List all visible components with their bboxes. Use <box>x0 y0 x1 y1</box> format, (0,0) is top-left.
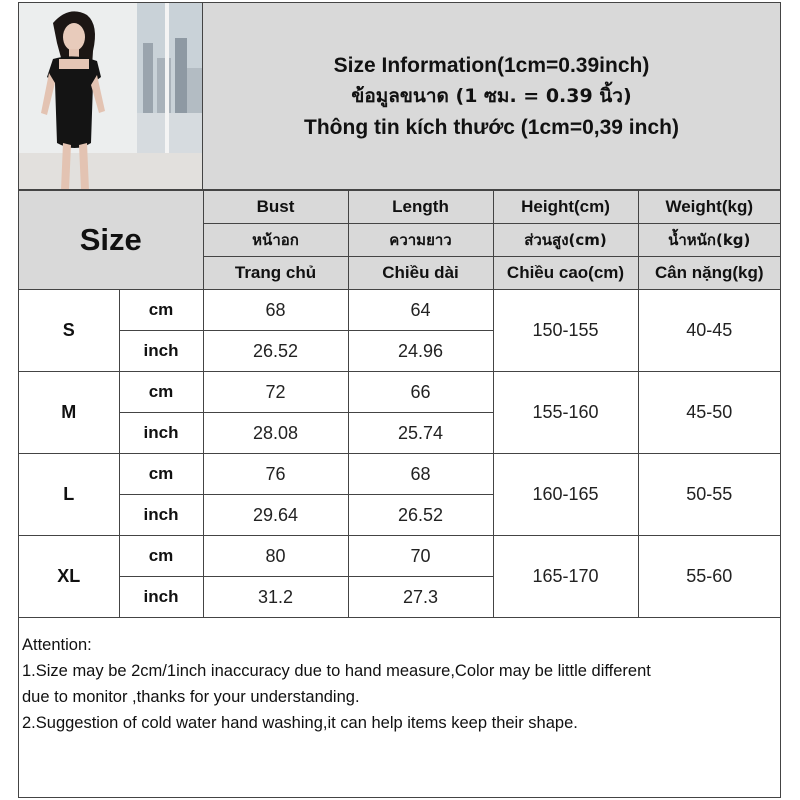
col-weight-vi: Cân nặng(kg) <box>638 257 780 290</box>
unit-inch: inch <box>119 495 203 536</box>
bust-cm: 68 <box>203 290 348 331</box>
bust-inch: 29.64 <box>203 495 348 536</box>
unit-inch: inch <box>119 577 203 618</box>
col-length-en: Length <box>348 191 493 224</box>
length-inch: 26.52 <box>348 495 493 536</box>
size-chart-sheet <box>18 2 781 798</box>
unit-cm: cm <box>119 372 203 413</box>
model-image <box>19 3 203 190</box>
length-cm: 68 <box>348 454 493 495</box>
table-row <box>19 372 780 413</box>
height-range: 160-165 <box>493 454 638 536</box>
attention-title: Attention: <box>22 636 92 654</box>
weight-range: 40-45 <box>638 290 780 372</box>
length-inch: 27.3 <box>348 577 493 618</box>
note-line-1-cont: due to monitor ,thanks for your understanding. <box>22 688 360 706</box>
col-bust-th: หน้าอก <box>203 224 348 257</box>
col-weight-th: น้ำหนัก(kg) <box>638 224 780 257</box>
weight-range: 50-55 <box>638 454 780 536</box>
length-inch: 24.96 <box>348 331 493 372</box>
bust-cm: 76 <box>203 454 348 495</box>
height-range: 150-155 <box>493 290 638 372</box>
length-cm: 66 <box>348 372 493 413</box>
col-height-th: ส่วนสูง(cm) <box>493 224 638 257</box>
unit-inch: inch <box>119 331 203 372</box>
height-range: 155-160 <box>493 372 638 454</box>
size-info-header <box>203 3 780 190</box>
col-height-vi: Chiều cao(cm) <box>493 257 638 290</box>
bust-inch: 28.08 <box>203 413 348 454</box>
size-table <box>19 190 780 618</box>
unit-inch: inch <box>119 413 203 454</box>
size-heading: Size <box>19 191 203 290</box>
table-row <box>19 454 780 495</box>
attention-notes <box>19 630 780 738</box>
product-photo <box>19 3 203 190</box>
col-height-en: Height(cm) <box>493 191 638 224</box>
unit-cm: cm <box>119 536 203 577</box>
col-length-vi: Chiều dài <box>348 257 493 290</box>
col-weight-en: Weight(kg) <box>638 191 780 224</box>
bust-inch: 31.2 <box>203 577 348 618</box>
length-cm: 70 <box>348 536 493 577</box>
col-bust-en: Bust <box>203 191 348 224</box>
header-title-vi: Thông tin kích thước (1cm=0,39 inch) <box>304 115 679 139</box>
header-title-en: Size Information(1cm=0.39inch) <box>333 53 650 77</box>
note-line-1: 1.Size may be 2cm/1inch inaccuracy due to hand measure,Color may be little different <box>22 662 651 680</box>
table-row <box>19 536 780 577</box>
col-bust-vi: Trang chủ <box>203 257 348 290</box>
bust-cm: 72 <box>203 372 348 413</box>
weight-range: 45-50 <box>638 372 780 454</box>
bust-inch: 26.52 <box>203 331 348 372</box>
header-title-th: ข้อมูลขนาด (1 ซม. = 0.39 นิ้ว) <box>351 84 632 107</box>
size-s: S <box>19 290 119 372</box>
weight-range: 55-60 <box>638 536 780 618</box>
unit-cm: cm <box>119 454 203 495</box>
size-xl: XL <box>19 536 119 618</box>
size-m: M <box>19 372 119 454</box>
length-cm: 64 <box>348 290 493 331</box>
unit-cm: cm <box>119 290 203 331</box>
size-l: L <box>19 454 119 536</box>
length-inch: 25.74 <box>348 413 493 454</box>
bust-cm: 80 <box>203 536 348 577</box>
table-row <box>19 290 780 331</box>
note-line-2: 2.Suggestion of cold water hand washing,it can help items keep their shape. <box>22 714 578 732</box>
height-range: 165-170 <box>493 536 638 618</box>
col-length-th: ความยาว <box>348 224 493 257</box>
